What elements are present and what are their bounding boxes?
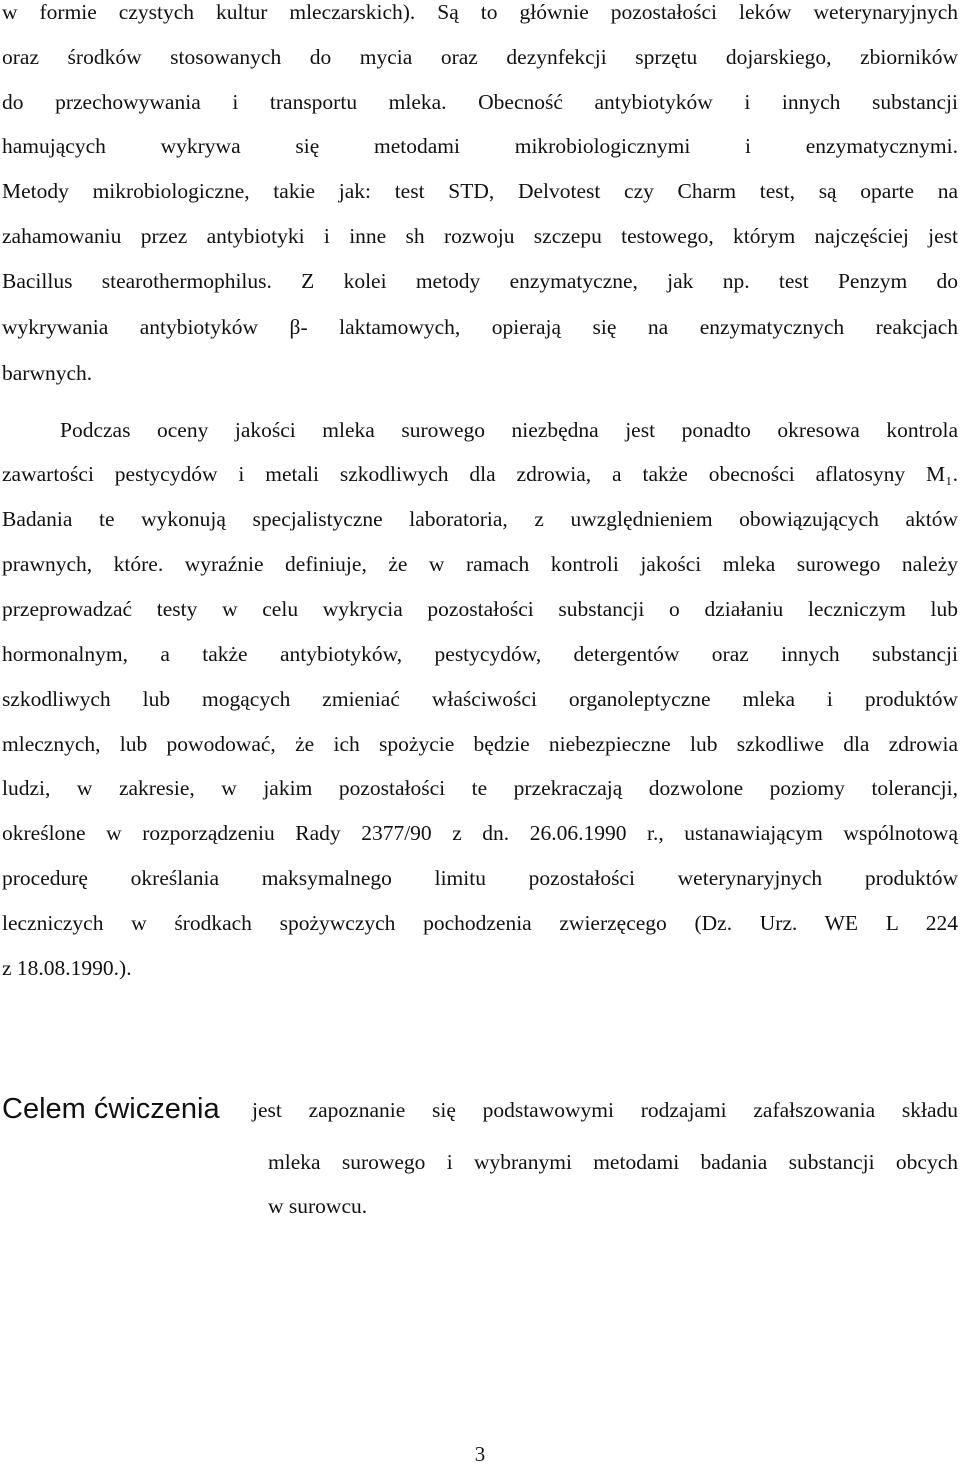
text-line: Metody mikrobiologiczne, takie jak: test STD, Delvotest czy Charm test, są oparte na bbox=[2, 179, 958, 203]
text-line: prawnych, które. wyraźnie definiuje, że w ramach kontroli jakości mleka surowego należy bbox=[2, 552, 958, 576]
goal-heading: Celem ćwiczenia bbox=[2, 1093, 220, 1125]
goal-line: jest zapoznanie się podstawowymi rodzajami zafałszowania składu bbox=[252, 1098, 958, 1122]
text-line: hamujących wykrywa się metodami mikrobiologicznymi i enzymatycznymi. bbox=[2, 134, 958, 158]
text-line: hormonalnym, a także antybiotyków, pestycydów, detergentów oraz innych substancji bbox=[2, 642, 958, 666]
text-line: ludzi, w zakresie, w jakim pozostałości te przekraczają dozwolone poziomy tolerancji, bbox=[2, 776, 958, 800]
text-line: oraz środków stosowanych do mycia oraz dezynfekcji sprzętu dojarskiego, zbiorników bbox=[2, 45, 958, 69]
page-number: 3 bbox=[474, 1442, 486, 1466]
text-line: szkodliwych lub mogących zmieniać właściwości organoleptyczne mleka i produktów bbox=[2, 687, 958, 711]
text-line: Bacillus stearothermophilus. Z kolei metody enzymatyczne, jak np. test Penzym do bbox=[2, 269, 958, 293]
text-line: Podczas oceny jakości mleka surowego niezbędna jest ponadto okresowa kontrola bbox=[60, 418, 958, 442]
goal-line: w surowcu. bbox=[268, 1194, 368, 1218]
text-line: leczniczych w środkach spożywczych pochodzenia zwierzęcego (Dz. Urz. WE L 224 bbox=[2, 911, 958, 935]
text-line: w formie czystych kultur mleczarskich). Są to głównie pozostałości leków weterynaryjnych bbox=[2, 0, 958, 24]
text-line: do przechowywania i transportu mleka. Obecność antybiotyków i innych substancji bbox=[2, 90, 958, 114]
text-line: procedurę określania maksymalnego limitu pozostałości weterynaryjnych produktów bbox=[2, 866, 958, 890]
text-line: zahamowaniu przez antybiotyki i inne sh rozwoju szczepu testowego, którym najczęściej jest bbox=[2, 224, 958, 248]
text-line: z 18.08.1990.). bbox=[2, 956, 132, 980]
text-line: zawartości pestycydów i metali szkodliwych dla zdrowia, a także obecności aflatosyny M₁. bbox=[2, 462, 958, 486]
text-line: Badania te wykonują specjalistyczne laboratoria, z uwzględnieniem obowiązujących aktów bbox=[2, 507, 958, 531]
text-line: wykrywania antybiotyków β- laktamowych, opierają się na enzymatycznych reakcjach bbox=[2, 315, 958, 339]
text-line: przeprowadzać testy w celu wykrycia pozostałości substancji o działaniu leczniczym lub bbox=[2, 597, 958, 621]
goal-line: mleka surowego i wybranymi metodami badania substancji obcych bbox=[268, 1150, 958, 1174]
text-line: określone w rozporządzeniu Rady 2377/90 z dn. 26.06.1990 r., ustanawiającym wspólnotową bbox=[2, 821, 958, 845]
text-line: mlecznych, lub powodować, że ich spożycie będzie niebezpieczne lub szkodliwe dla zdrowia bbox=[2, 732, 958, 756]
text-line: barwnych. bbox=[2, 361, 93, 385]
